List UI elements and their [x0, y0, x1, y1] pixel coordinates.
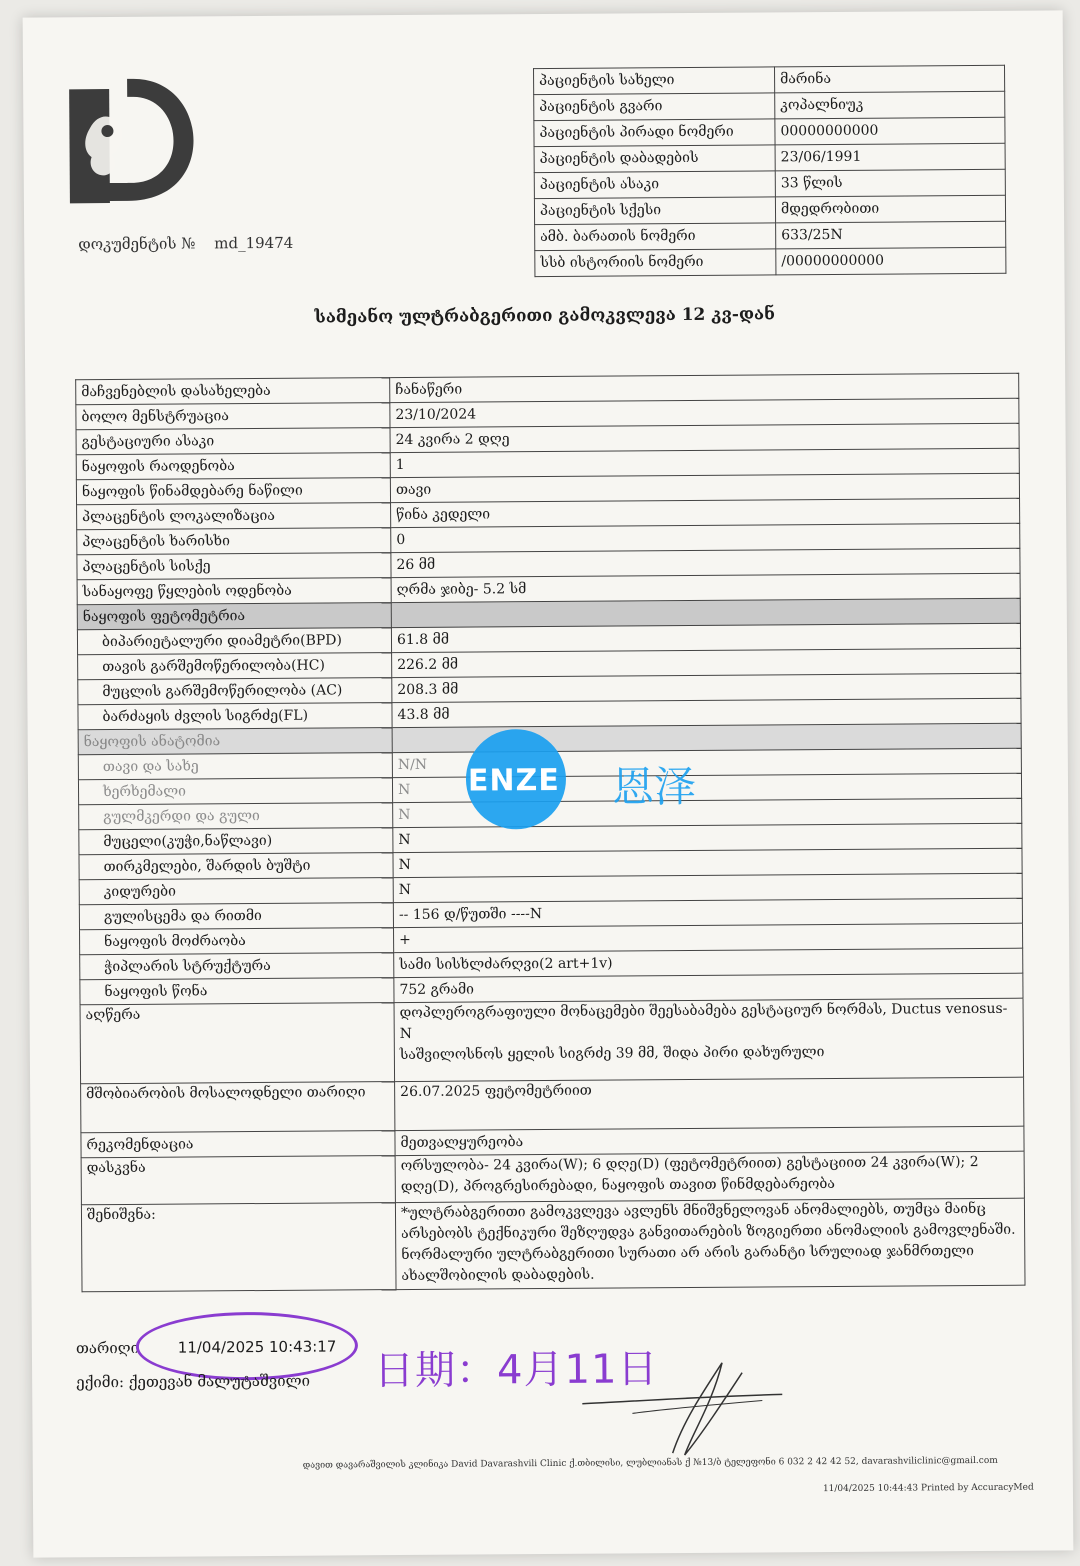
- watermark-latin-part-2: ZE: [515, 762, 560, 799]
- row-label: სანაყოფე წყლების ოდენობა: [77, 578, 391, 605]
- patient-field-value: /00000000000: [776, 247, 1006, 275]
- note-label: შენიშვნა:: [81, 1203, 396, 1292]
- printed-timestamp: 11/04/2025 10:44:43 Printed by AccuracyMed: [822, 1482, 1034, 1495]
- row-value: 208.3 მმ: [392, 673, 1021, 702]
- row-value: +: [393, 923, 1022, 952]
- row-label: ბარძაყის ძვლის სიგრძე(FL): [78, 703, 392, 730]
- patient-row: [534, 91, 1005, 120]
- clinic-footer-line: დავით დავარაშვილის კლინიკა David Davarashvili Clinic ქ.თბილისი, ლუბლიანას ქ №13/ბ ტელეფონი 6 032 2 42 42 52, davarashviliclinic@gmail.com: [302, 1455, 998, 1471]
- patient-row: [534, 117, 1005, 146]
- row-value: 23/10/2024: [390, 398, 1019, 427]
- patient-field-label: პაციენტის გვარი: [534, 93, 775, 121]
- row-value: სამი სისხლძარღვი(2 art+1v): [394, 948, 1023, 977]
- row-label: ნაყოფის მოძრაობა: [80, 928, 394, 955]
- row-value: ჩანაწერი: [390, 373, 1019, 402]
- document-number-label: დოკუმენტის №: [78, 234, 196, 254]
- row-value: 752 გრამი: [394, 973, 1023, 1002]
- recommendation-value: მეთვალყურეობა: [395, 1126, 1024, 1155]
- doctor-signature-icon: [572, 1342, 793, 1464]
- row-label: მუცელი(კუჭი,ნაწლავი): [79, 828, 393, 855]
- row-value: N: [393, 823, 1022, 852]
- row-label: ხერხემალი: [78, 778, 392, 805]
- patient-field-label: ამბ. ბარათის ნომერი: [535, 223, 776, 251]
- conclusion-row: [81, 1151, 1024, 1205]
- row-label: ბიპარიეტალური დიამეტრი(BPD): [77, 628, 391, 655]
- conclusion-value: ორსულობა- 24 კვირა(W); 6 დღე(D) (ფეტომეტრიით) გესტაციით 24 კვირა(W); 2 დღე(D), პროგრესირებადი, ნაყოფის თავით წინმდებარეობა: [395, 1151, 1024, 1202]
- row-value: N: [393, 848, 1022, 877]
- patient-field-label: პაციენტის პირადი ნომერი: [534, 119, 775, 147]
- patient-row: [534, 143, 1005, 172]
- row-value: ღრმა ჯიბე- 5.2 სმ: [391, 573, 1020, 602]
- row-value: N: [393, 873, 1022, 902]
- row-label: ნაყოფის წინამდებარე ნაწილი: [76, 478, 390, 505]
- patient-field-value: მარინა: [774, 65, 1004, 93]
- row-value: წინა კედელი: [391, 498, 1020, 527]
- row-value: 226.2 მმ: [392, 648, 1021, 677]
- report-page: [23, 10, 1074, 1557]
- row-label: ჭიპლარის სტრუქტურა: [80, 953, 394, 980]
- row-label: კიდურები: [79, 878, 393, 905]
- patient-field-value: 33 წლის: [775, 169, 1005, 197]
- patient-field-value: კოპალნიუკ: [775, 91, 1005, 119]
- row-value: N: [392, 773, 1021, 802]
- description-row: [80, 998, 1024, 1084]
- row-value: თავი: [390, 473, 1019, 502]
- watermark-latin: [468, 763, 608, 799]
- patient-field-label: პაციენტის დაბადების: [534, 145, 775, 173]
- handwritten-date-annotation: 日期：4月11日: [373, 1346, 659, 1395]
- section-label: ნაყოფის ფეტომეტრია: [77, 603, 391, 630]
- row-label: პლაცენტის სისქე: [77, 553, 391, 580]
- row-label: თირკმელები, შარდის ბუშტი: [79, 853, 393, 880]
- enze-watermark: [466, 728, 737, 830]
- patient-field-label: სსბ ისტორიის ნომერი: [535, 249, 776, 277]
- row-label: გესტაციური ასაკი: [76, 428, 390, 455]
- row-value: N/N: [392, 748, 1021, 777]
- recommendation-label: რეკომენდაცია: [81, 1131, 395, 1158]
- note-value: *ულტრაბგერითი გამოკვლევა ავლენს მნიშვნელოვან ანომალიებს, თუმცა მაინც არსებობს ტექნიკური შეზღუდვა განვითარების ზოგიერთი ანომალიის გამოვლენაში. ნორმალური ულტრაბგერითი სურათი არ არის გარანტი სრულიად ჯანმრთელი ახალშობილის დაბადების.: [395, 1198, 1025, 1289]
- row-value: 24 კვირა 2 დღე: [390, 423, 1019, 452]
- row-label: მაჩვენებლის დასახელება: [76, 378, 390, 405]
- row-label: მუცლის გარშემოწერილობა (AC): [78, 678, 392, 705]
- patient-field-value: 633/25N: [776, 221, 1006, 249]
- date-highlight-ellipse: [136, 1311, 358, 1381]
- report-date-value: 11/04/2025 10:43:17: [177, 1337, 337, 1357]
- description-value: [394, 998, 1024, 1081]
- description-label: აღწერა: [80, 1003, 395, 1084]
- patient-field-value: 23/06/1991: [775, 143, 1005, 171]
- report-title: სამეანო ულტრაბგერითი გამოკვლევა 12 კვ-დან: [314, 304, 776, 328]
- row-label: პლაცენტის ხარისხი: [77, 528, 391, 555]
- row-value: 0: [391, 523, 1020, 552]
- patient-field-value: 00000000000: [775, 117, 1005, 145]
- row-label: გულმკერდი და გული: [79, 803, 393, 830]
- row-label: თავი და სახე: [78, 753, 392, 780]
- patient-row: [534, 65, 1005, 94]
- due-date-label: მშობიარობის მოსალოდნელი თარიღი: [81, 1082, 395, 1133]
- row-value: N: [393, 798, 1022, 827]
- row-label: პლაცენტის ლოკალიზაცია: [77, 503, 391, 530]
- patient-field-label: პაციენტის სქესი: [534, 197, 775, 225]
- patient-field-value: მდედრობითი: [775, 195, 1005, 223]
- due-date-row: [81, 1077, 1024, 1133]
- document-number-value: md_19474: [214, 233, 294, 253]
- patient-field-label: პაციენტის სახელი: [534, 67, 775, 95]
- patient-row: [534, 169, 1005, 198]
- watermark-latin-part-1: EN: [467, 763, 516, 799]
- document-number: [78, 234, 307, 254]
- clinic-logo-icon: [67, 68, 198, 209]
- findings-table: [75, 373, 1025, 1293]
- section-label: ნაყოფის ანატომია: [78, 728, 392, 755]
- row-label: გულისცემა და რითმი: [79, 903, 393, 930]
- patient-field-label: პაციენტის ასაკი: [534, 171, 775, 199]
- watermark-chinese: 恩泽: [611, 761, 697, 812]
- row-value: -- 156 დ/წუთში ----N: [393, 898, 1022, 927]
- row-label: თავის გარშემოწერილობა(HC): [78, 653, 392, 680]
- due-date-value: 26.07.2025 ფეტომეტრიით: [395, 1077, 1024, 1130]
- row-value: 26 მმ: [391, 548, 1020, 577]
- patient-row: [535, 247, 1006, 276]
- conclusion-label: დასკვნა: [81, 1156, 395, 1205]
- report-date-label: თარიღი: [75, 1338, 140, 1358]
- note-row: [81, 1198, 1025, 1292]
- description-line-2: საშვილოსნოს ყელის სიგრძე 39 მმ, შიდა პირი დახურული: [399, 1044, 825, 1064]
- description-line-1: დოპლეროგრაფიული მონაცემები შეესაბამება გესტაციურ ნორმას, Ductus venosus-N: [399, 1000, 1008, 1043]
- row-value: 61.8 მმ: [391, 623, 1020, 652]
- row-label: ნაყოფის რაოდენობა: [76, 453, 390, 480]
- row-value: 43.8 მმ: [392, 698, 1021, 727]
- row-label: ბოლო მენსტრუაცია: [76, 403, 390, 430]
- patient-info-table: [533, 65, 1006, 277]
- row-label: ნაყოფის წონა: [80, 978, 394, 1005]
- doctor-name: ექიმი: ქეთევან მალუტაშვილი: [76, 1371, 311, 1392]
- patient-row: [535, 221, 1006, 250]
- patient-row: [534, 195, 1005, 224]
- row-value: 1: [390, 448, 1019, 477]
